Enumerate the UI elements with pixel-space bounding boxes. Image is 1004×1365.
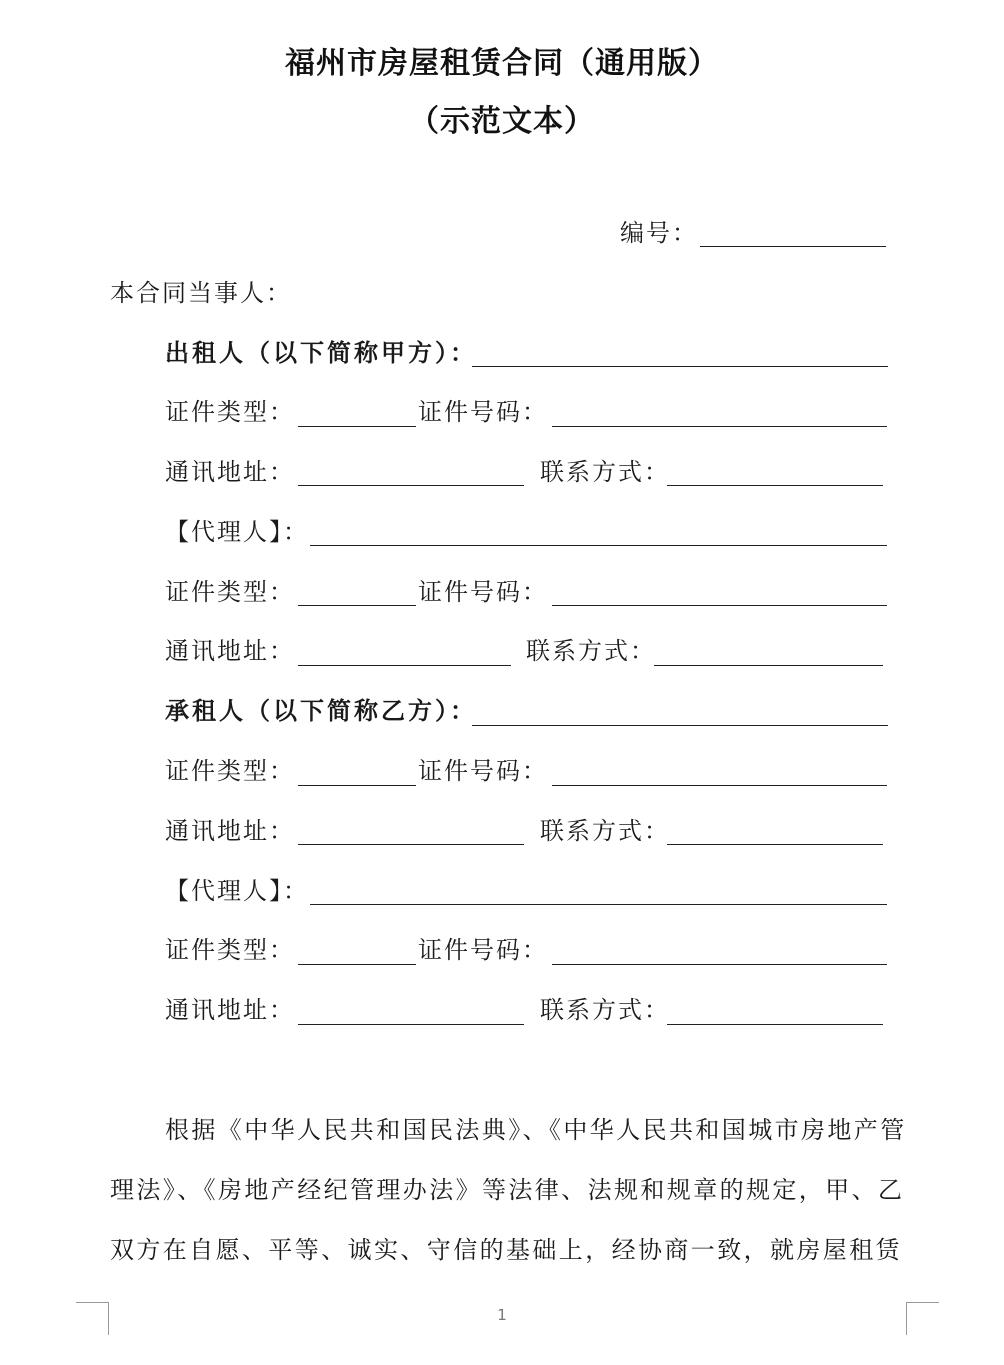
lessor-contact-field[interactable] (667, 485, 883, 486)
lessee-contact-field[interactable] (667, 844, 883, 845)
lessor-id-type-label: 证件类型： (165, 398, 295, 426)
lessee-id-no-label: 证件号码： (418, 757, 548, 785)
preamble-line-1: 根据《中华人民共和国民法典》、《中华人民共和国城市房地产管 (165, 1116, 907, 1144)
lessor-agent-id-no-label: 证件号码： (418, 578, 548, 606)
lessor-contact-label: 联系方式： (540, 458, 670, 486)
lessee-agent-contact-label: 联系方式： (540, 996, 670, 1024)
lessee-address-label: 通讯地址： (165, 817, 295, 845)
lessor-agent-heading: 【代理人】： (165, 518, 309, 546)
lessor-name-field[interactable] (472, 366, 888, 367)
lessor-agent-id-type-label: 证件类型： (165, 578, 295, 606)
lessee-contact-label: 联系方式： (540, 817, 670, 845)
lessor-agent-address-label: 通讯地址： (165, 637, 295, 665)
lessor-id-no-field[interactable] (552, 426, 887, 427)
lessee-agent-id-type-label: 证件类型： (165, 936, 295, 964)
page-number: 1 (497, 1306, 507, 1324)
parties-intro: 本合同当事人： (110, 279, 292, 307)
lessee-agent-name-field[interactable] (310, 904, 887, 905)
lessor-agent-address-field[interactable] (298, 665, 511, 666)
lessee-address-field[interactable] (298, 844, 524, 845)
lessee-agent-address-field[interactable] (298, 1024, 524, 1025)
lessor-id-no-label: 证件号码： (418, 398, 548, 426)
lessee-agent-contact-field[interactable] (667, 1024, 883, 1025)
lessor-address-label: 通讯地址： (165, 458, 295, 486)
lessee-heading: 承租人（以下简称乙方）： (165, 697, 477, 725)
contract-number-field[interactable] (700, 246, 886, 247)
lessee-agent-id-type-field[interactable] (298, 964, 416, 965)
lessor-heading: 出租人（以下简称甲方）： (165, 339, 477, 367)
lessee-agent-id-no-field[interactable] (552, 964, 887, 965)
contract-number-label: 编号： (620, 219, 698, 247)
lessee-agent-id-no-label: 证件号码： (418, 936, 548, 964)
document-subtitle: （示范文本） (409, 104, 595, 139)
lessor-agent-id-type-field[interactable] (298, 605, 416, 606)
lessor-agent-id-no-field[interactable] (552, 605, 887, 606)
lessee-id-type-field[interactable] (298, 785, 416, 786)
lessee-id-type-label: 证件类型： (165, 757, 295, 785)
lessor-address-field[interactable] (298, 485, 524, 486)
preamble-line-3: 双方在自愿、平等、诚实、守信的基础上，经协商一致，就房屋租赁 (110, 1236, 902, 1264)
lessee-agent-address-label: 通讯地址： (165, 996, 295, 1024)
lessee-id-no-field[interactable] (552, 785, 887, 786)
lessor-agent-contact-label: 联系方式： (526, 637, 656, 665)
lessor-id-type-field[interactable] (298, 426, 416, 427)
preamble-line-2: 理法》、《房地产经纪管理办法》等法律、法规和规章的规定，甲、乙 (110, 1176, 905, 1204)
lessee-name-field[interactable] (472, 725, 888, 726)
lessor-agent-contact-field[interactable] (654, 665, 883, 666)
document-title: 福州市房屋租赁合同（通用版） (285, 46, 719, 81)
lessor-agent-name-field[interactable] (310, 545, 887, 546)
lessee-agent-heading: 【代理人】： (165, 877, 309, 905)
